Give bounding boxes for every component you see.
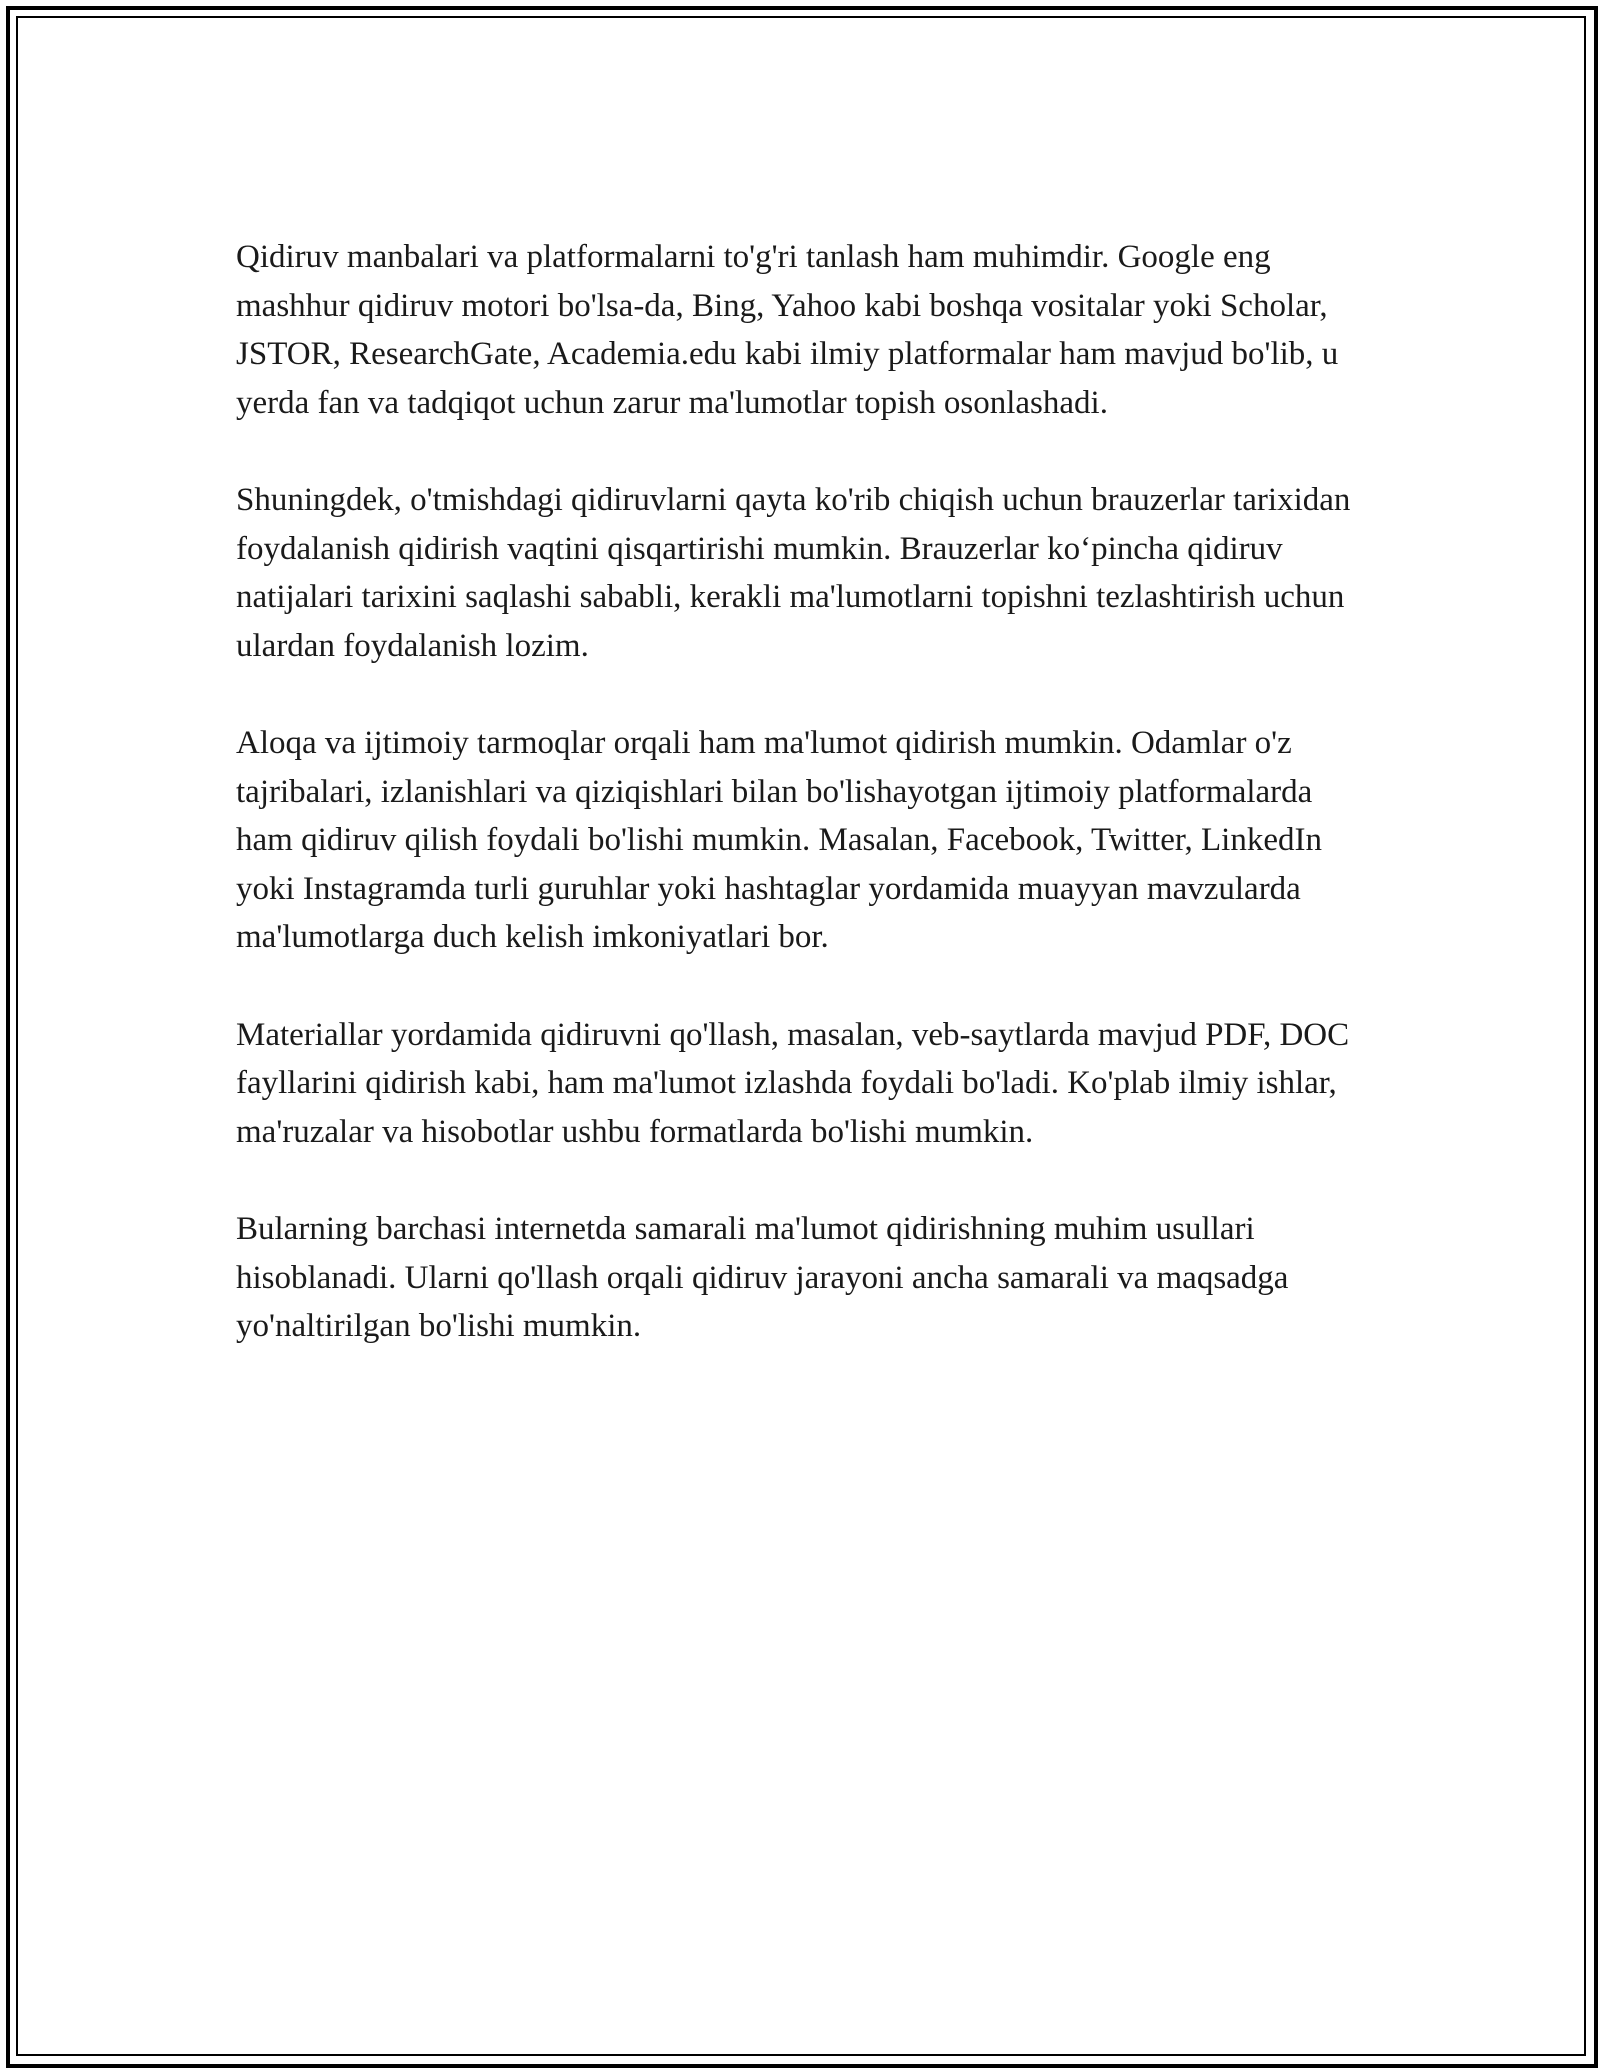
paragraph-browser-history: Shuningdek, o'tmishdagi qidiruvlarni qayta ko'rib chiqish uchun brauzerlar tarixidan foydalanish qidirish vaqtini qisqartirishi mumkin. Brauzerlar ko‘pincha qidiruv natijalari tarixini saqlashi sababli, kerakli ma'lumotlarni topishni tezlashtirish uchun ulardan foydalanish lozim.	[236, 482, 1351, 664]
document-body	[236, 233, 1366, 1400]
paragraph-social-networks: Aloqa va ijtimoiy tarmoqlar orqali ham ma'lumot qidirish mumkin. Odamlar o'z tajribalari, izlanishlari va qiziqishlari bilan bo'lishayotgan ijtimoiy platformalarda ham qidiruv qilish foydali bo'lishi mumkin. Masalan, Facebook, Twitter, LinkedIn yoki Instagramda turli guruhlar yoki hashtaglar yordamida muayyan mavzularda ma'lumotlarga duch kelish imkoniyatlari bor.	[236, 725, 1322, 955]
paragraph-file-search: Materiallar yordamida qidiruvni qo'llash, masalan, veb-saytlarda mavjud PDF, DOC fayllarini qidirish kabi, ham ma'lumot izlashda foydali bo'ladi. Ko'plab ilmiy ishlar, ma'ruzalar va hisobotlar ushbu formatlarda bo'lishi mumkin.	[236, 1016, 1350, 1150]
paragraph-search-platforms: Qidiruv manbalari va platformalarni to'g'ri tanlash ham muhimdir. Google eng mashhur qidiruv motori bo'lsa-da, Bing, Yahoo kabi boshqa vositalar yoki Scholar, JSTOR, ResearchGate, Academia.edu kabi ilmiy platformalar ham mavjud bo'lib, u yerda fan va tadqiqot uchun zarur ma'lumotlar topish osonlashadi.	[236, 239, 1339, 421]
paragraph-conclusion: Bularning barchasi internetda samarali ma'lumot qidirishning muhim usullari hisoblanadi. Ularni qo'llash orqali qidiruv jarayoni ancha samarali va maqsadga yo'naltirilgan bo'lishi mumkin.	[236, 1211, 1289, 1344]
